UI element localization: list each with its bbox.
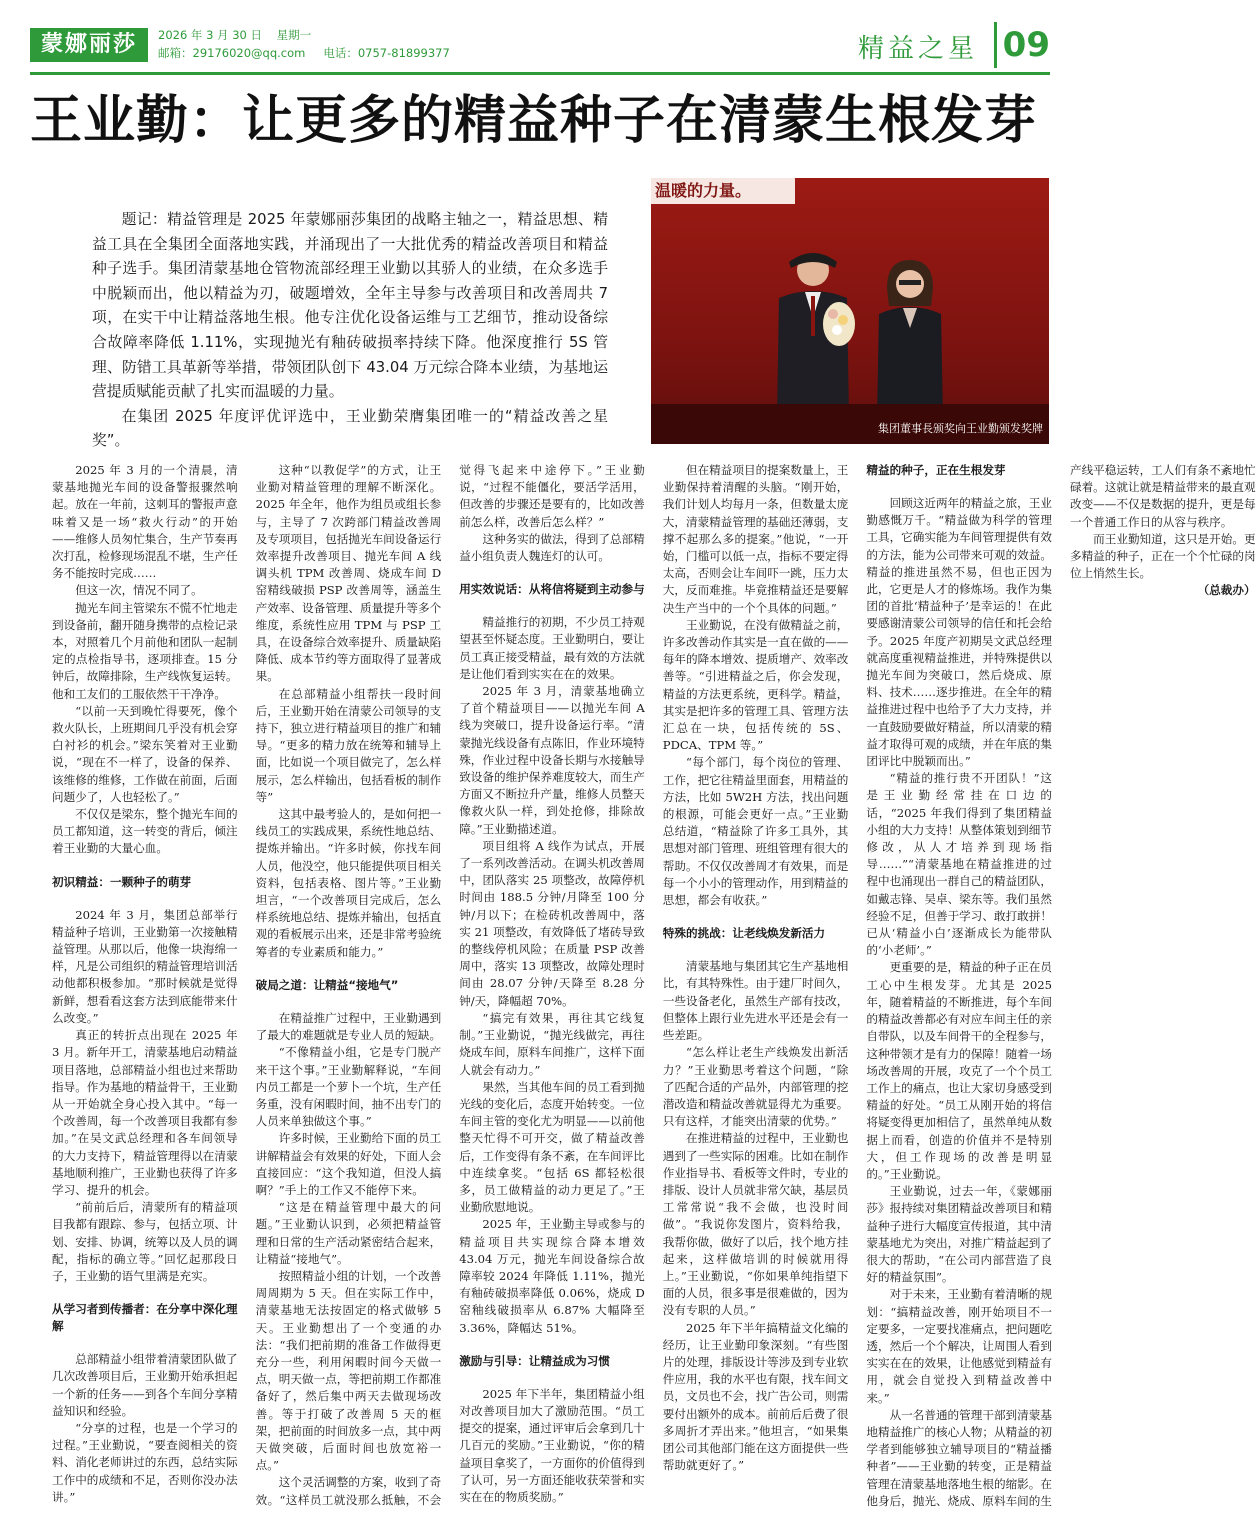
body-paragraph: 在推进精益的过程中，王业勤也遇到了一些实际的困难。比如在制作作业指导书、看板等文件时，专业的排版、设计人员就非常欠缺，基层员工常常说“我不会做，也没时间做”。“我说你发图片，资料给我，我帮你做，做好了以后，找个地方挂起来，这样做培训的时候就用得上。”王业勤说，“你如果单纯指望下面的人员，很多事是很难做的，因为没有专职的人员。”	[662, 1131, 849, 1318]
intro-paragraph: 题记：精益管理是 2025 年蒙娜丽莎集团的战略主轴之一，精益思想、精益工具在全集团全面落地实践，并涌现出了一大批优秀的精益改善项目和精益种子选手。集团清蒙基地仓管物流部经理王业勤以其骄人的业绩，在众多选手中脱颖而出，他以精益为刃，破题增效，全年主导参与改善项目和改善周共 7 项，在实干中让精益落地生根。他专注优化设备运维与工艺细节，推动设备综合故障率降低 1.11%，实现抛光有釉砖破损率持续下降。他深度推行 5S 管理、防错工具革新等举措，带领团队创下 43.04 万元综合降本业绩，为基地运营提质赋能贡献了扎实而温暖的力量。	[92, 211, 608, 401]
article-intro	[92, 208, 608, 454]
masthead	[30, 22, 1050, 70]
body-paragraph: 更重要的是，精益的种子正在员工心中生根发芽。尤其是 2025 年，随着精益的不断推进，每个车间的精益改善都必有对应车间主任的亲自带队，以及车间骨干的全程参与，这种带领才是有力的保障！随着一场场改善周的开展，攻克了一个个员工工作上的痛点，也让大家切身感受到精益的好处。“员工从刚开始的将信将疑变得更加相信了，虽然单纯从数据上而看，创造的价值并不是特别大，但工作现场的改善是明显的。”王业勤说。	[866, 960, 1052, 1181]
body-paragraph: 不仅仅是梁东，整个抛光车间的员工都知道，这一转变的背后，倾注着王业勤的大量心血。	[52, 807, 238, 856]
author-credit: （总裁办）	[1197, 583, 1256, 598]
body-paragraph: 从一名普通的管理干部到清蒙基地精益推广的核心人物；从精益的初学者到能够独立辅导项目的“精益播种者”——王业勤的转变，正是精益管理在清蒙基地落地生根的缩影。在他身后，抛光、烧成、原料车间的生产线平稳运转，工人们有条不紊地忙碌着。这就让就是精益带来的最直观改变——不仅是数据的提升，更是每一个普通工作日的从容与秩序。	[866, 463, 1256, 1508]
issue-date: 2026 年 3 月 30 日	[158, 28, 262, 42]
body-paragraph: 这种“以教促学”的方式，让王业勤对精益管理的理解不断深化。2025 年全年，他作为组员或组长参与，主导了 7 次跨部门精益改善周及专项项目，包括抛光车间设备运行效率提升改善项目、抛光车间 A 线调头机 TPM 改善周、烧成车间 D 窑精线破损 PSP 改善周等，涵盖生产效率、设备管理、质量提升等多个维度，系统性应用 TPM 与 PSP 工具，在设备综合效率提升、质量缺陷降低、成本节约等方面取得了显著成果。	[255, 463, 442, 684]
body-paragraph: “每个部门，每个岗位的管理、工作，把它往精益里面套，用精益的方法，比如 5W2H 方法，找出问题的根源，可能会更好一点。”王业勤总结道，“精益除了许多工具外，其思想对部门管理、班组管理有很大的帮助。不仅仅改善周才有效果，而是每一个小小的管理动作，用到精益的思想，都会有收获。”	[662, 755, 849, 908]
body-paragraph: “怎么样让老生产线焕发出新活力？”王业勤思考着这个问题，“除了匹配合适的产品外，内部管理的挖潜改造和精益改善就显得尤为重要。只有这样，才能突出清蒙的优势。”	[662, 1045, 849, 1129]
subheading: 破局之道：让精益“接地气”	[255, 977, 399, 992]
subheading: 用实效说话：从将信将疑到主动参与	[459, 582, 645, 597]
body-paragraph: 抛光车间主管梁东不慌不忙地走到设备前，翻开随身携带的点检记录本，对照着几个月前他和团队一起制定的点检指导书，逐项排查。15 分钟后，故障排除，生产线恢复运转。他和工友们的工服依然干干净净。	[52, 600, 238, 701]
body-paragraph: 项目组将 A 线作为试点，开展了一系列改善活动。在调头机改善周中，团队落实 25 项整改，故障停机时间由 188.5 分钟/月降至 100 分钟/月以下；在检砖机改善周中，落实 21 项整改，有效降低了堵砖导致的整线停机风险；在质量 PSP 改善周中，落实 13 项整改，故障处理时间由 28.07 分钟/天降至 8.28 分钟/天，降幅超 70%。	[459, 838, 645, 1008]
body-paragraph: 这个灵活调整的方案，收到了奇效。“这样员工就没那么抵触，不会觉得飞起来中途停下。”王业勤说，“过程不能僵化，要活学活用，但改善的步骤还是要有的，比如改善前怎么样，改善后怎么样？”	[255, 463, 645, 1507]
body-paragraph: 王业勤说，在没有做精益之前，许多改善动作其实是一直在做的——每年的降本增效、提质增产、效率改善等。“引进精益之后，你会发现，精益的方法更系统，更科学。精益，其实是把许多的管理工具、管理方法汇总在一块，包括传统的 5S、PDCA、TPM 等。”	[662, 617, 849, 753]
body-paragraph: 2024 年 3 月，集团总部举行精益种子培训，王业勤第一次接触精益管理。从那以后，他像一块海绵一样，凡是公司组织的精益管理培训活动他都积极参加。“那时候就是觉得新鲜，想看看这套方法到底能带来什么改变。”	[52, 907, 238, 1025]
body-paragraph: 在精益推广过程中，王业勤遇到了最大的难题就是专业人员的短缺。	[255, 1010, 442, 1043]
body-paragraph: 但在精益项目的提案数量上，王业勤保持着清醒的头脑。“刚开始，我们计划人均每月一条，但数量太庞大，清蒙精益管理的基础还薄弱，支撑不起那么多的提案。”他说，“一开始，门槛可以低一点，指标不要定得太高，否则会让车间吓一跳，压力太大，反而难推。毕竟推精益还是要解决生产当中的一个个具体的问题。”	[662, 463, 849, 615]
body-paragraph: “以前一天到晚忙得要死，像个救火队长，上班期间几乎没有机会穿白衬衫的机会。”梁东笑着对王业勤说，“现在不一样了，设备的保养、该维修的维修，工作做在前面，后面问题少了，人也轻松了。”	[52, 703, 238, 804]
intro-paragraph: 在集团 2025 年度评优评选中，王业勤荣膺集团唯一的“精益改善之星奖”。	[92, 407, 608, 450]
photo-caption: 集团董事長颁奖向王业勤颁发奖牌	[878, 422, 1043, 435]
body-paragraph: “分享的过程，也是一个学习的过程。”王业勤说，“要查阅相关的资料、消化老师讲过的东西，总结实际工作中的成绩和不足，否则你没办法讲。”	[52, 1420, 238, 1504]
body-paragraph: 回顾这近两年的精益之旅，王业勤感慨万千。“精益做为科学的管理工具，它确实能为车间管理提供有效的方法，能为公司带来可观的效益。精益的推进虽然不易，但也正因为此，它更是人才的修炼场。我作为集团的首批‘精益种子’是幸运的！在此要感谢清蒙公司领导的信任和托会给予。2025 年度产初期吴文武总经理就高度重视精益推进，并特殊提供以抛光车间为突破口，然后烧成、原料、技术……逐步推进。在全年的精益推进过程中也给予了大力支持，并一直鼓励要做好精益，所以清蒙的精益才取得可观的成绩，并在年底的集团评比中脱颖而出。”	[866, 496, 1052, 769]
body-paragraph: “前前后后，清蒙所有的精益项目我都有跟踪、参与，包括立项、计划、安排、协调，统筹以及人员的调配，指标的确立等。”回忆起那段日子，王业勤的语气里满是充实。	[52, 1200, 238, 1283]
body-paragraph: “搞完有效果，再往其它线复制。”王业勤说，“抛光线做完，再往烧成车间，原料车间推广，这样下面人就会有动力。”	[459, 1010, 645, 1077]
body-paragraph: 而王业勤知道，这只是开始。更多精益的种子，正在一个个忙碌的岗位上悄然生长。	[1069, 531, 1256, 581]
body-paragraph: 总部精益小组带着清蒙团队做了几次改善项目后，王业勤开始承担起一个新的任务——到各个车间分享精益知识和经验。	[52, 1352, 238, 1418]
body-paragraph: “这是在精益管理中最大的问题。”王业勤认识到，必须把精益管理和日常的生产活动紧密结合起来，让精益“接地气”。	[255, 1200, 442, 1266]
issue-weekday: 星期一	[276, 28, 312, 42]
body-paragraph: 但这一次，情况不同了。	[75, 583, 203, 598]
issue-meta	[158, 26, 468, 62]
award-photo	[651, 178, 1049, 444]
body-paragraph: 清蒙基地与集团其它生产基地相比，有其特殊性。由于建厂时间久，一些设备老化，虽然生产部有技改，但整体上跟行业先进水平还是会有一些差距。	[662, 959, 849, 1043]
body-paragraph: 在总部精益小组帮扶一段时间后，王业勤开始在清蒙公司领导的支持下，独立进行精益项目的推广和辅导。“更多的精力放在统筹和辅导上面，比如说一个项目做完了，怎么样展示，怎么样输出，包括看板的制作等”	[255, 686, 442, 804]
body-paragraph: 许多时候，王业勤给下面的员工讲解精益会有效果的好处，下面人会直接回应：“这个我知道，但没人搞啊？”手上的工作又不能停下来。	[255, 1131, 442, 1197]
photo-backdrop-text: 温暖的力量。	[651, 178, 795, 204]
body-paragraph: 对于未来，王业勤有着清晰的规划：“搞精益改善，刚开始项目不一定要多，一定要找准痛点，把问题吃透，然后一个个解决，让周围人看到实实在在的效果，让他感觉到精益有用，就会自觉投入到精益改善中来。”	[866, 1287, 1052, 1405]
body-paragraph: “不像精益小组，它是专门脱产来干这个事。”王业勤解释说，“车间内员工都是一个萝卜一个坑，生产任务重，没有闲暇时间，抽不出专门的人员来单独做这个事。”	[255, 1045, 442, 1129]
award-recipient-figure	[769, 248, 857, 418]
subheading: 激励与引导：让精益成为习惯	[459, 1353, 610, 1368]
body-paragraph: 真正的转折点出现在 2025 年 3 月。新年开工，清蒙基地启动精益项目落地，总部精益小组也过来帮助指导。作为基地的精益骨干，王业勤从一开始就全身心投入其中。“每一个改善周，每一个改善项目我都有参加。”在吴文武总经理和各车间领导的大力支持下，精益管理得以在清蒙基地顺利推广，王业勤也获得了许多学习、提升的机会。	[52, 1028, 238, 1197]
newspaper-logo: 蒙娜丽莎	[30, 28, 148, 62]
body-paragraph: 这种务实的做法，得到了总部精益小组负责人魏连灯的认可。	[459, 531, 645, 564]
subheading: 特殊的挑战：让老线焕发新活力	[662, 926, 826, 941]
body-paragraph: 2025 年下半年搞精益文化编的经历，让王业勤印象深刻。“有些图片的处理，排版设计等涉及到专业软件应用，我的水平也有限，找车间文员，文员也不会，找广告公司，则需要付出额外的成本。前前后后费了很多周折才弄出来。”他坦言，“如果集团公司其他部门能在这方面提供一些帮助就更好了。”	[662, 1320, 849, 1473]
contact-email: 邮箱：29176020@qq.com	[158, 46, 306, 60]
contact-phone: 电话：0757-81899377	[323, 46, 450, 60]
body-paragraph: 精益推行的初期，不少员工持观望甚至怀疑态度。王业勤明白，要让员工真正接受精益，最有效的方法就是让他们看到实实在在的效果。	[459, 615, 645, 681]
body-paragraph: 2025 年 3 月的一个清晨，清蒙基地抛光车间的设备警报骤然响起。放在一年前，这刺耳的警报声意味着又是一场“救火行动”的开始——维修人员匆忙集合，生产节奏再次打乱，检修现场混乱不堪，生产任务不能按时完成……	[52, 463, 238, 581]
body-paragraph: 果然，当其他车间的员工看到抛光线的变化后，态度开始转变。一位车间主管的变化尤为明显——以前他整天忙得不可开交，做了精益改善后，工作变得有条不紊，在车间评比中连续拿奖。“包括 6S 都轻松很多，员工做精益的动力更足了。”王业勤欣慰地说。	[459, 1079, 645, 1215]
subheading: 从学习者到传播者：在分享中深化理解	[52, 1302, 238, 1334]
body-paragraph: “精益的推行贵不开团队！”这是王业勤经常挂在口边的话，“2025 年我们得到了集团精益小组的大力支持！从整体策划到细节修改，从人才培养到现场指导……”“清蒙基地在精益推进的过程中也涌现出一群自己的精益团队，如戴志锋、吴卓、梁东等。我们虽然经验不足，但善于学习、敢打敢拼！已从‘精益小白’逐渐成长为能带队的‘小老师’。”	[866, 771, 1052, 958]
body-paragraph: 2025 年，王业勤主导或参与的精益项目共实现综合降本增效 43.04 万元，抛光车间设备综合故障率较 2024 年降低 1.11%，抛光有釉砖破损率降低 0.06%，烧成 D 窑釉线破损率从 6.87% 大幅降至 3.36%，降幅达 51%。	[459, 1217, 645, 1335]
subheading: 初识精益：一颗种子的萌芽	[52, 874, 192, 889]
presenter-figure	[871, 258, 949, 418]
body-paragraph: 这其中最考验人的，是如何把一线员工的实践成果，系统性地总结、提炼并输出。“许多时候，你找车间人员，他没空，他只能提供项目相关资料，包括表格、图片等。”王业勤坦言，“一个改善项目完成后，怎么样系统地总结、提炼并输出，包括直观的看板展示出来，还是非常考验统筹者的专业素质和能力。”	[255, 807, 442, 959]
body-paragraph: 2025 年 3 月，清蒙基地确立了首个精益项目——以抛光车间 A 线为突破口，提升设备运行率。“清蒙抛光线设备有点陈旧，作业环境特殊，作业过程中设备长期与水接触导致设备的维护保养难度较大，而生产方面又不断拉升产量，维修人员整天像救火队一样，到处抢修，排除故障。”王业勤描述道。	[459, 684, 645, 836]
article-headline: 王业勤：让更多的精益种子在清蒙生根发芽	[30, 91, 1038, 151]
subheading: 精益的种子，正在生根发芽	[866, 463, 1006, 477]
masthead-divider	[30, 72, 1050, 75]
page-number: 09	[994, 22, 1050, 68]
article-body	[52, 462, 1256, 1512]
body-paragraph: 按照精益小组的计划，一个改善周周期为 5 天。但在实际工作中，清蒙基地无法按固定的格式做够 5 天。王业勤想出了一个变通的办法：“我们把前期的准备工作做得更充分一些，利用闲暇时间今天做一点，明天做一点，等把前期工作都准备好了，然后集中两天去做现场改善。等于打破了改善周 5 天的框架，把前面的时间放多一点，其中两天做突破，后面时间也放宽裕一点。”	[255, 1268, 442, 1473]
section-title: 精益之星	[857, 34, 978, 64]
body-paragraph: 2025 年下半年，集团精益小组对改善项目加大了激励范围。“员工提交的提案，通过评审后会拿到几十几百元的奖励。”王业勤说，“你的精益项目拿奖了，一方面你的价值得到了认可，另一方面还能收获荣誉和实实在在的物质奖励。”	[459, 1386, 645, 1504]
body-paragraph: 王业勤说，过去一年，《蒙娜丽莎》报持续对集团精益改善项目和精益种子进行大幅度宣传报道，其中清蒙基地尤为突出，对推广精益起到了很大的帮助，“在公司内部营造了良好的精益氛围”。	[866, 1184, 1052, 1285]
